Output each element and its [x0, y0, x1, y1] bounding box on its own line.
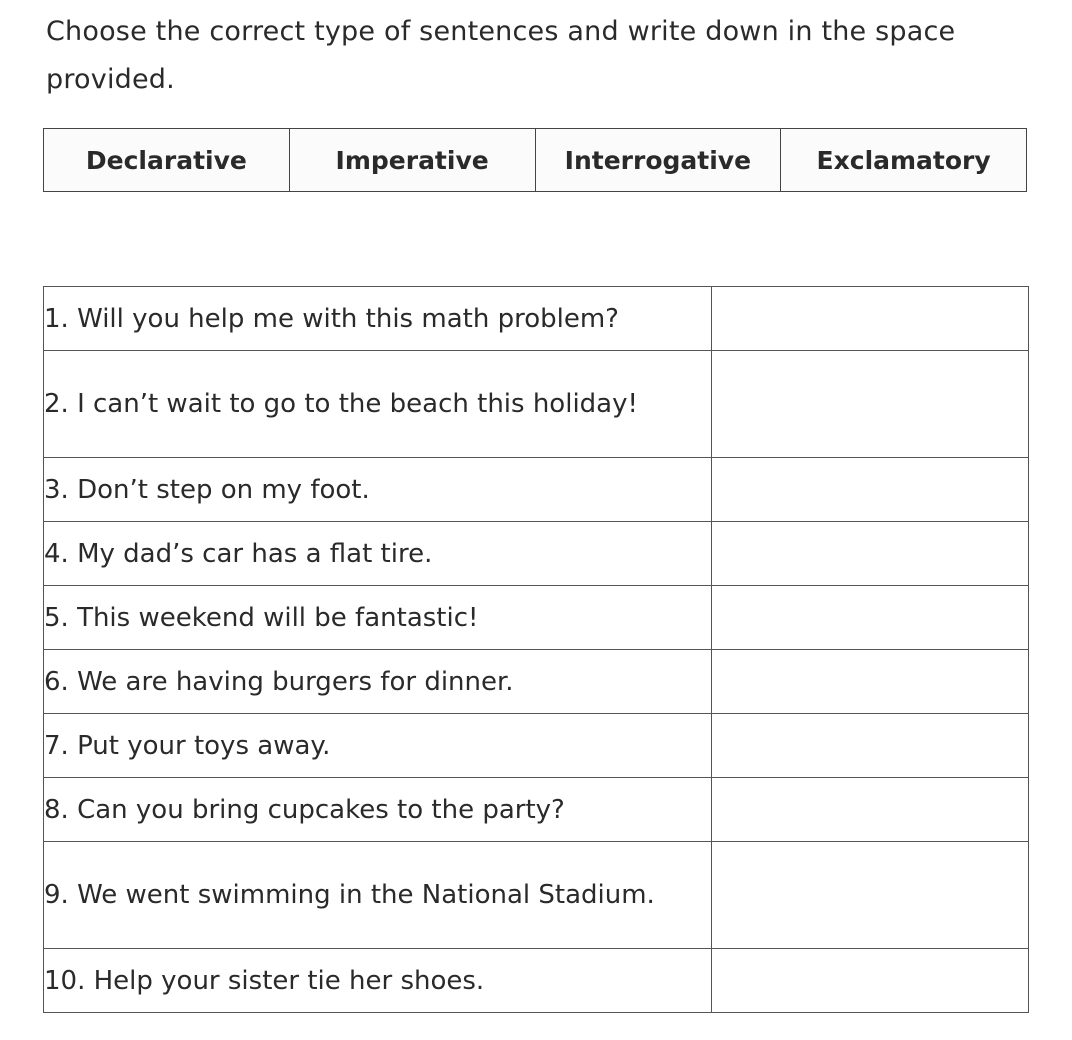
- word-bank-exclamatory: Exclamatory: [781, 129, 1026, 191]
- sentence-cell: [44, 287, 712, 351]
- sentence-cell: [44, 586, 712, 650]
- answer-cell: [712, 778, 1029, 842]
- table-row: [44, 351, 1029, 458]
- sentence-table: [43, 286, 1029, 1013]
- table-row: [44, 586, 1029, 650]
- table-row: [44, 714, 1029, 778]
- table-row: [44, 522, 1029, 586]
- sentence-cell: [44, 778, 712, 842]
- answer-input-9[interactable]: [712, 881, 1028, 909]
- table-row: [44, 650, 1029, 714]
- table-row: [44, 949, 1029, 1013]
- answer-input-10[interactable]: [712, 967, 1028, 995]
- answer-input-7[interactable]: [712, 732, 1028, 760]
- answer-cell: [712, 586, 1029, 650]
- answer-cell: [712, 458, 1029, 522]
- sentence-cell: [44, 842, 712, 949]
- sentence-1: 1. Will you help me with this math problem?: [44, 303, 619, 334]
- table-row: [44, 842, 1029, 949]
- instructions-text: Choose the correct type of sentences and write down in the space provided.: [46, 16, 956, 95]
- answer-cell: [712, 949, 1029, 1013]
- answer-cell: [712, 714, 1029, 778]
- sentence-9: 9. We went swimming in the National Stadium.: [44, 880, 655, 910]
- answer-cell: [712, 650, 1029, 714]
- sentence-cell: [44, 458, 712, 522]
- sentence-2: 2. I can’t wait to go to the beach this holiday!: [44, 389, 638, 419]
- table-row: [44, 778, 1029, 842]
- answer-input-8[interactable]: [712, 796, 1028, 824]
- sentence-4: 4. My dad’s car has a flat tire.: [44, 538, 433, 569]
- sentence-cell: [44, 522, 712, 586]
- answer-input-5[interactable]: [712, 604, 1028, 632]
- answer-input-4[interactable]: [712, 540, 1028, 568]
- answer-cell: [712, 842, 1029, 949]
- sentence-7: 7. Put your toys away.: [44, 730, 331, 761]
- sentence-3: 3. Don’t step on my foot.: [44, 474, 370, 505]
- sentence-cell: [44, 714, 712, 778]
- sentence-cell: [44, 650, 712, 714]
- answer-cell: [712, 287, 1029, 351]
- sentence-5: 5. This weekend will be fantastic!: [44, 602, 479, 633]
- sentence-6: 6. We are having burgers for dinner.: [44, 666, 514, 697]
- word-bank-declarative: Declarative: [44, 129, 290, 191]
- sentence-8: 8. Can you bring cupcakes to the party?: [44, 794, 565, 825]
- answer-cell: [712, 351, 1029, 458]
- sentence-cell: [44, 351, 712, 458]
- answer-input-1[interactable]: [712, 305, 1028, 333]
- answer-input-3[interactable]: [712, 476, 1028, 504]
- sentence-10: 10. Help your sister tie her shoes.: [44, 965, 485, 996]
- word-bank: [43, 128, 1027, 192]
- sentence-cell: [44, 949, 712, 1013]
- answer-cell: [712, 522, 1029, 586]
- word-bank-imperative: Imperative: [290, 129, 536, 191]
- answer-input-2[interactable]: [712, 390, 1028, 418]
- table-row: [44, 287, 1029, 351]
- answer-input-6[interactable]: [712, 668, 1028, 696]
- table-row: [44, 458, 1029, 522]
- word-bank-interrogative: Interrogative: [536, 129, 782, 191]
